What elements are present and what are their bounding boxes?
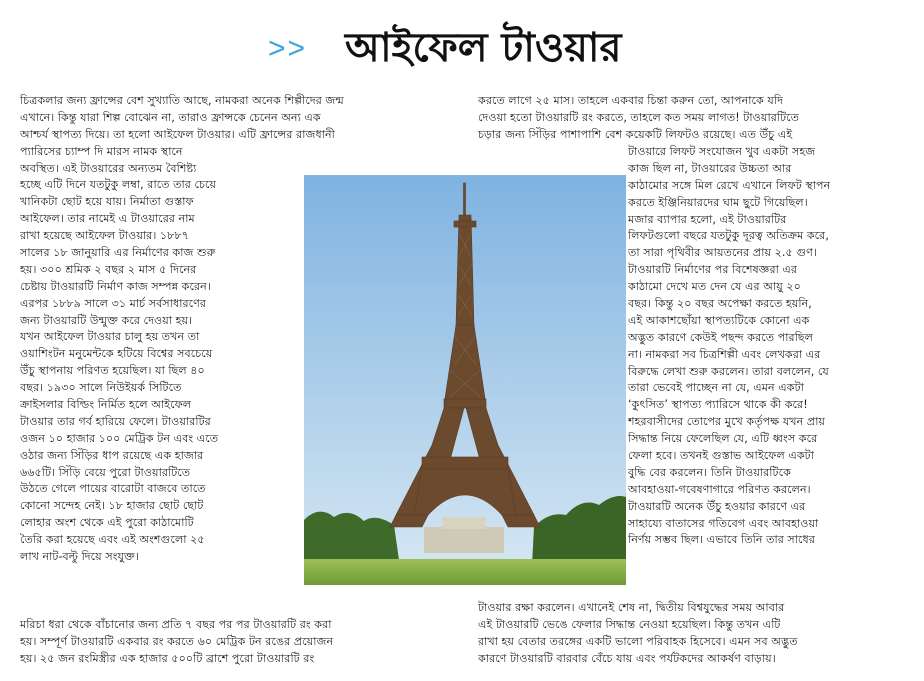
article-line: আইফেল। তার নামেই এ টাওয়ারের নাম — [20, 212, 195, 226]
article-line: কাজ ছিল না, টাওয়ারের উচ্চতা আর — [628, 161, 792, 175]
article-line: এখানে। কিন্তু যারা শিল্প বোঝেন না, তারাও ফ্রান্সকে চেনেন অন্য এক — [20, 110, 321, 124]
article-column-right-wrap — [628, 144, 918, 549]
article-line: হয়। ২৫ জন রংমিস্ত্রীর এক হাজার ৫০০টি ব্রাশে পুরো টাওয়ারটি রং — [20, 651, 315, 665]
article-line: ওঠার জন্য সিঁড়ির ধাপ রয়েছে এক হাজার — [20, 448, 204, 462]
article-line: কারণে টাওয়ারটি বারবার বেঁচে যায় এবং পর্যটকদের আকর্ষণ বাড়ায়। — [478, 651, 776, 665]
article-line: মজার ব্যাপার হলো, এই টাওয়ারটির — [628, 212, 787, 226]
section-arrows: >> — [268, 32, 308, 65]
article-line: এরপর ১৮৮৯ সালে ৩১ মার্চ সর্বসাধারণের — [20, 296, 207, 310]
article-line: রাখা হয়েছে আইফেল টাওয়ার। ১৮৮৭ — [20, 229, 189, 243]
article-line: সাহায্যে বাতাসের গতিবেগ এবং আবহাওয়া — [628, 516, 819, 530]
article-line: আশ্চর্য স্থাপত্য দিয়ে। তা হলো আইফেল টাওয়ার। এটি ফ্রান্সের রাজধানী — [20, 127, 335, 141]
article-line: রাখা হয় বেতার তরঙ্গের একটি ভালো পরিবাহক হিসেবে। এমন সব অদ্ভুত — [478, 634, 798, 648]
distant-building-top — [442, 517, 486, 529]
article-line: সিদ্ধান্ত নিয়ে ফেলেছিল যে, এটি ধ্বংস করে — [628, 432, 818, 446]
article-line: হয়। সম্পূর্ণ টাওয়ারটি একবার রং করতে ৬০ মেট্রিক টন রঙের প্রয়োজন — [20, 634, 334, 648]
article-line: খানিকটা ছোট হয়ে যায়। নির্মাতা গুস্তাফ — [20, 195, 194, 209]
article-line: ‘কুৎসিত’ স্থাপত্য প্যারিসে থাকে কী করে! — [628, 398, 808, 412]
article-line: ওয়াশিংটন মনুমেন্টকে হটিয়ে বিশ্বের সবচেয়ে — [20, 347, 213, 361]
article-line: শহরবাসীদের তোপের মুখে কর্তৃপক্ষ যখন প্রায় — [628, 415, 826, 429]
article-line: এই আকাশছোঁয়া স্থাপত্যটিকে কোনো এক — [628, 313, 810, 327]
article-line: লোহার অংশ থেকে এই পুরো কাঠামোটি — [20, 516, 194, 530]
distant-building — [424, 527, 504, 553]
article-line: টাওয়ারটি অনেক উঁচু হওয়ার কারণে এর — [628, 499, 806, 513]
article-line: বিরুদ্ধে লেখা শুরু করলেন। তারা বললেন, যে — [628, 364, 829, 378]
article-line: দেওয়া হতো টাওয়ারটি রং করতে, তাহলে কত সময় লাগত! টাওয়ারটিতে — [478, 110, 800, 124]
article-line: প্যারিসের চ্যাম্প দি মারস নামক স্থানে — [20, 144, 183, 158]
article-line: জন্য টাওয়ারটি উন্মুক্ত করে দেওয়া হয়। — [20, 313, 193, 327]
article-line: চড়ার জন্য সিঁড়ির পাশাপাশি বেশ কয়েকটি লিফটও রয়েছে। এত উঁচু এই — [478, 127, 793, 141]
article-line: অদ্ভুত কারণে কেউই পছন্দ করতে পারছিল — [628, 330, 814, 344]
page-title: আইফেল টাওয়ার — [345, 24, 622, 71]
eiffel-tower-photo — [304, 175, 626, 585]
article-line: হচ্ছে এটি দিনে যতটুকু লম্বা, রাতে তার চেয়ে — [20, 178, 217, 192]
article-line: আবহাওয়া-গবেষণাগারে পরিণত করলেন। — [628, 482, 811, 496]
article-line: টাওয়ার রক্ষা করলেন। এখানেই শেষ না, দ্বিতীয় বিশ্বযুদ্ধের সময় আবার — [478, 601, 785, 614]
article-line: উঁচু স্থাপনায় পরিণত হয়েছিল। যা ছিল ৪০ — [20, 364, 205, 378]
article-line: বুদ্ধি বের করলেন। তিনি টাওয়ারটিকে — [628, 465, 791, 479]
article-line: টাওয়ারটি নির্মাণের পর বিশেষজ্ঞরা এর — [628, 263, 798, 277]
article-line: উঠতে গেলে পায়ের বারোটা বাজবে তাতে — [20, 482, 206, 496]
article-line: কাঠামোর সঙ্গে মিল রেখে এখানে লিফট স্থাপন — [628, 178, 831, 192]
article-line: না। নামকরা সব চিত্রশিল্পী এবং লেখকরা এর — [628, 347, 821, 361]
article-column-right-bottom — [478, 600, 918, 668]
article-line: নির্ণয় সম্ভব ছিল। এভাবে তিনি তার সাধের — [628, 533, 815, 547]
article-line: অবস্থিত। এই টাওয়ারের অন্যতম বৈশিষ্ট্য — [20, 161, 197, 175]
eiffel-tower-illustration — [304, 175, 626, 585]
article-line: বছর। ১৯৩০ সালে নিউইয়র্ক সিটিতে — [20, 381, 182, 395]
article-line: এই টাওয়ারটি ভেঙে ফেলার সিদ্ধান্ত নেওয়া হয়েছিল। কিন্তু তখন এটি — [478, 617, 781, 631]
article-column-left-bottom — [20, 617, 470, 668]
page-header — [0, 12, 924, 82]
article-line: টাওয়ারে লিফট সংযোজন খুব একটা সহজ — [628, 145, 816, 158]
article-line: লিফটগুলো বছরে যতটুকু দূরত্ব অতিক্রম করে, — [628, 229, 829, 243]
article-line: চেষ্টায় টাওয়ারটি নির্মাণ কাজ সম্পন্ন করেন। — [20, 279, 211, 293]
article-line: তা সারা পৃথিবীর আয়তনের প্রায় ২.৫ গুণ। — [628, 246, 817, 260]
article-line: তারা ভেবেই পাচ্ছেন না যে, এমন একটা — [628, 381, 804, 395]
article-line: ওজন ১০ হাজার ১০০ মেট্রিক টন এবং এতে — [20, 431, 219, 445]
article-line: বছর। কিন্তু ২০ বছর অপেক্ষা করতে হয়নি, — [628, 297, 812, 311]
article-line: চিত্রকলার জন্য ফ্রান্সের বেশ সুখ্যাতি আছে, নামকরা অনেক শিল্পীদের জন্ম — [20, 94, 344, 107]
article-line: ফেলা হবে। তখনই গুস্তাভ আইফেল একটা — [628, 449, 815, 463]
lawn — [304, 559, 626, 585]
article-line: করতে লাগে ২৫ মাস। তাহলে একবার চিন্তা করুন তো, আপনাকে যদি — [478, 94, 783, 107]
article-line: কাঠামো দেখে মত দেন যে এর আয়ু ২০ — [628, 280, 801, 294]
article-line: হয়। ৩০০ শ্রমিক ২ বছর ২ মাস ৫ দিনের — [20, 262, 197, 276]
article-line: সালের ১৮ জানুয়ারি এর নির্মাণের কাজ শুরু — [20, 246, 216, 260]
article-line: ৬৬৫টি। সিঁড়ি বেয়ে পুরো টাওয়ারটিতে — [20, 465, 191, 479]
article-line: তৈরি করা হয়েছে এবং এই অংশগুলো ২৫ — [20, 533, 205, 547]
article-line: ক্রাইসলার বিল্ডিং নির্মিত হলে আইফেল — [20, 398, 192, 412]
article-column-right-top — [478, 93, 918, 144]
article-line: মরিচা ধরা থেকে বাঁচানোর জন্য প্রতি ৭ বছর পর পর টাওয়ারটি রং করা — [20, 618, 332, 631]
article-line: যখন আইফেল টাওয়ার চালু হয় তখন তা — [20, 330, 200, 344]
article-line: করতে ইঞ্জিনিয়ারদের ঘাম ছুটে গিয়েছিল। — [628, 195, 808, 209]
article-line: কোনো সন্দেহ নেই। ১৮ হাজার ছোট ছোট — [20, 499, 204, 513]
article-line: টাওয়ার তার গর্ব হারিয়ে ফেলে। টাওয়ারটির — [20, 414, 211, 428]
article-line: লাখ নাট-বল্টু দিয়ে সংযুক্ত। — [20, 550, 139, 564]
